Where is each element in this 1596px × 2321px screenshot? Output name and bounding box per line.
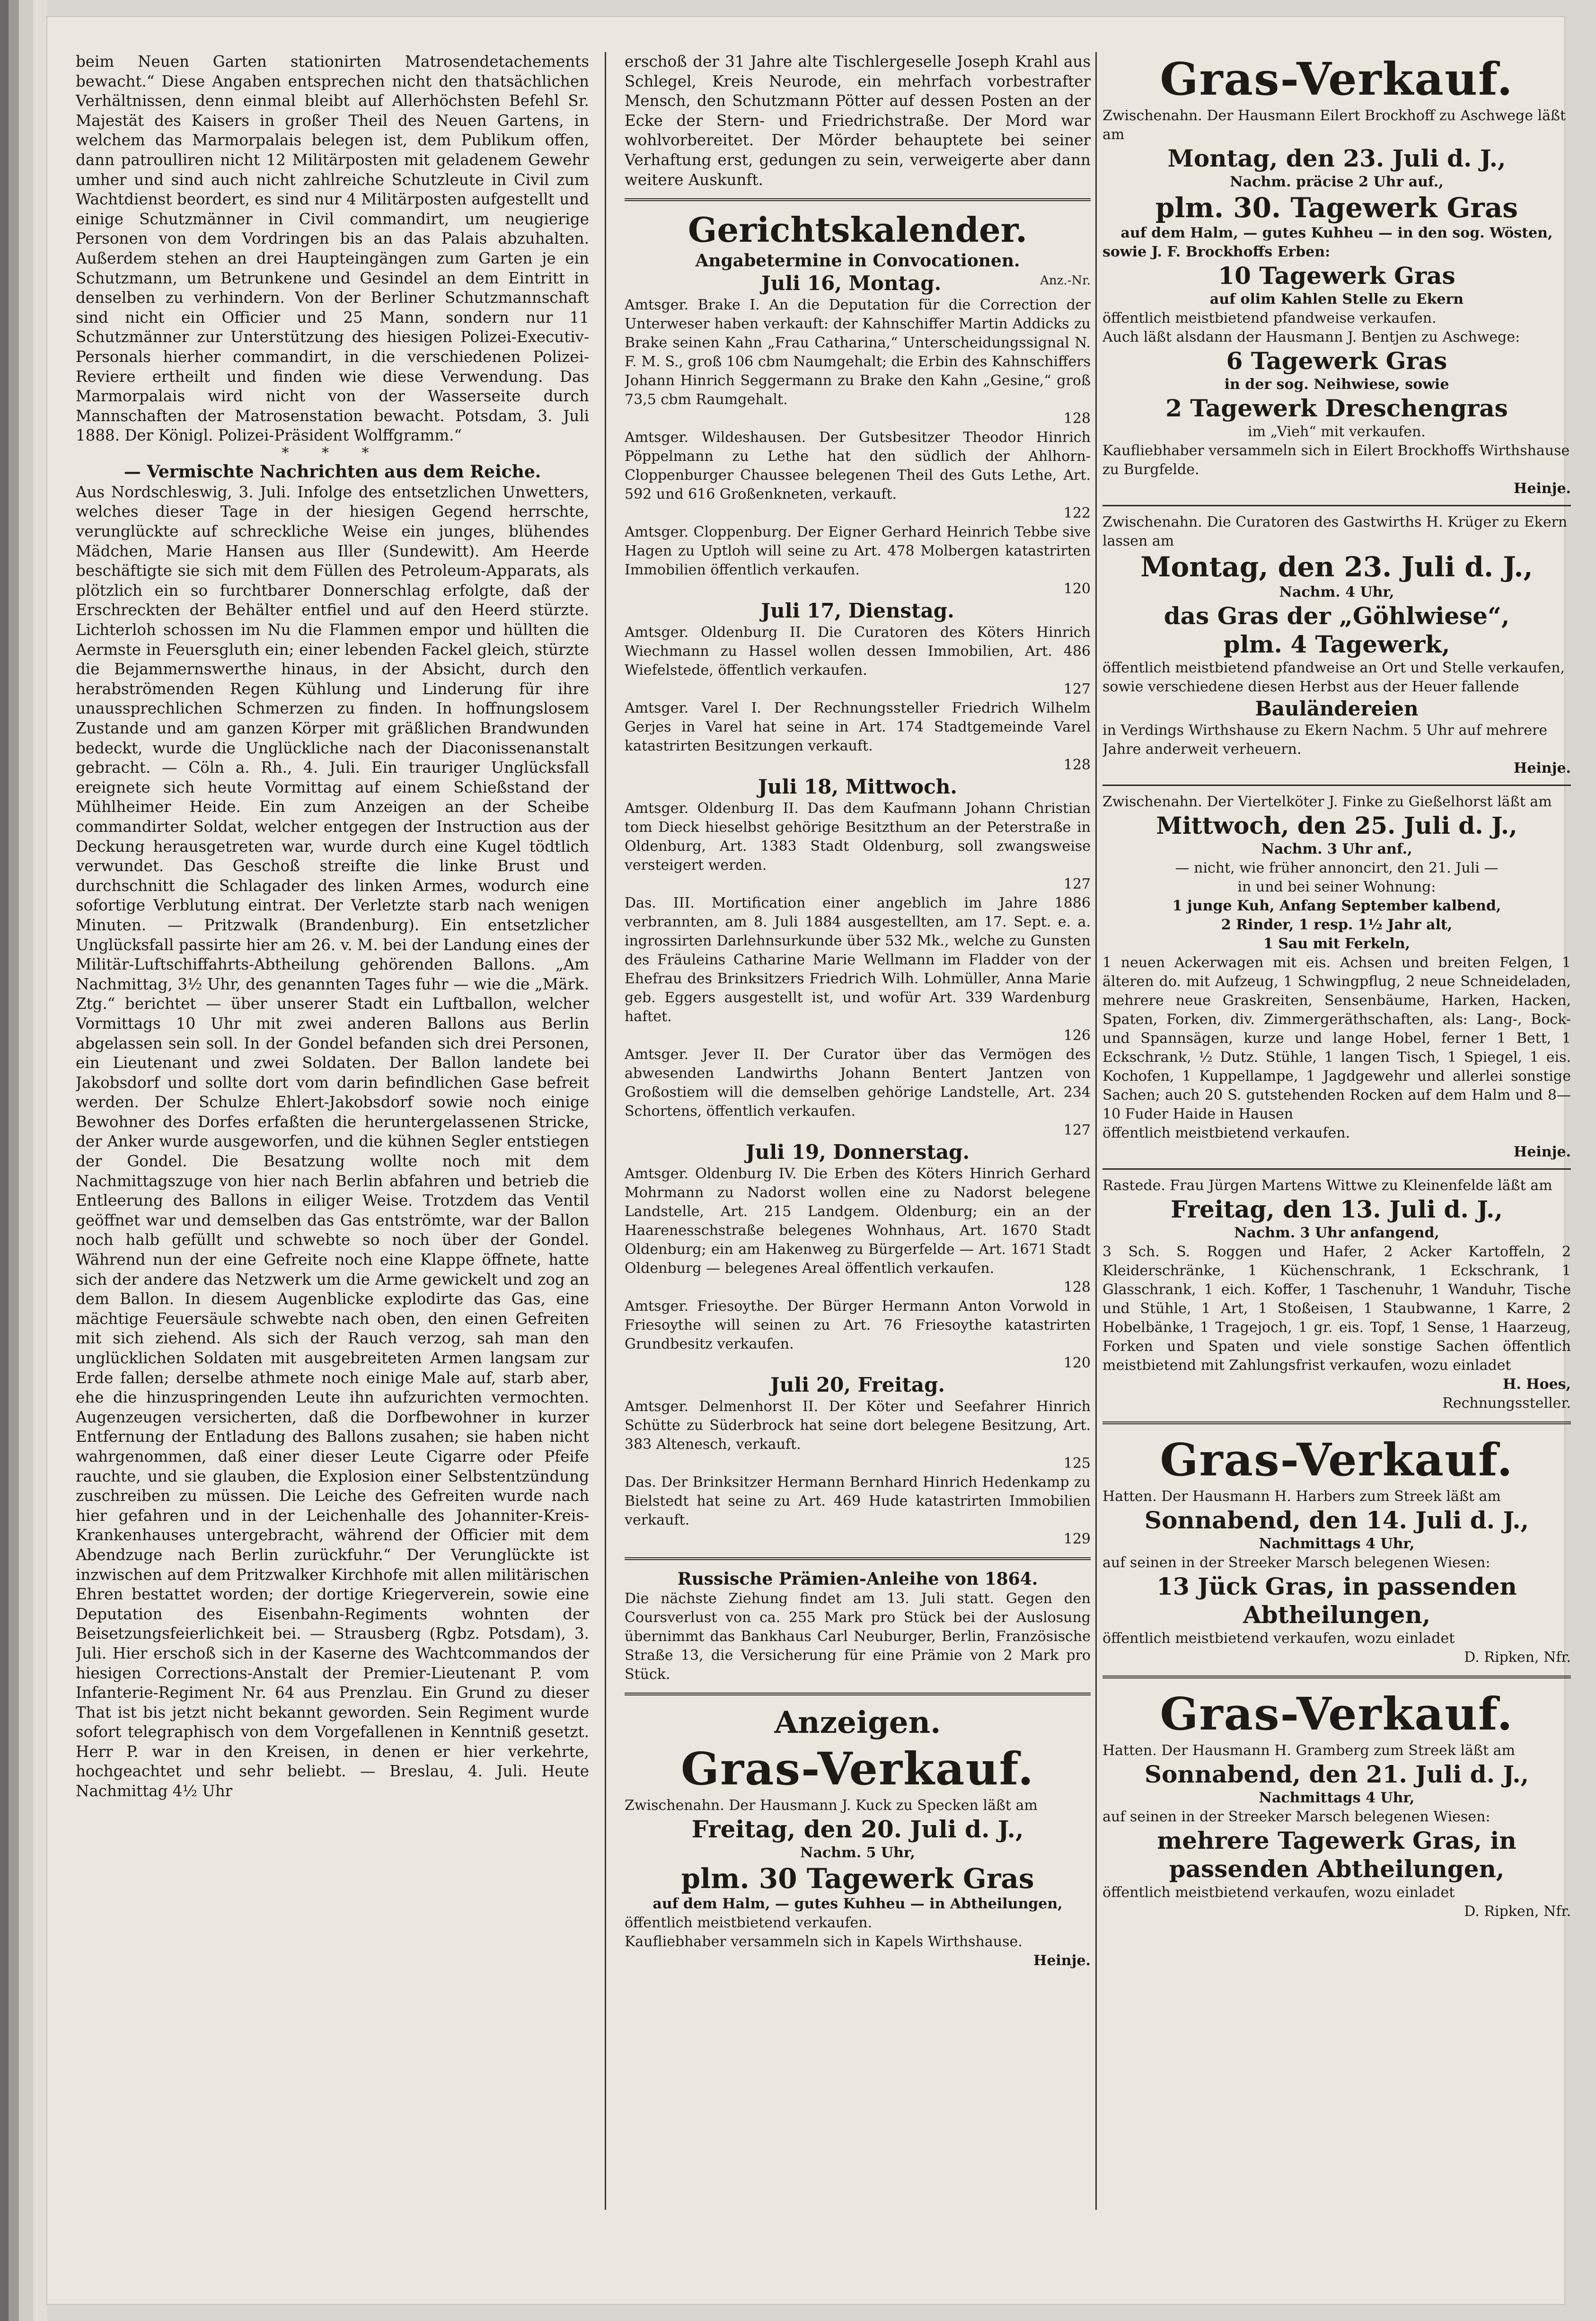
article-continuation: beim Neuen Garten stationirten Matrosendetachements bewacht.“ Diese Angaben entsprechen nicht den thatsächlichen Verhältnissen, denn einmal bleibt auf Allerhöchsten Befehl Sr. Majestät des Kaisers in großer Theil des Neuen Gartens, in welchem das Marmorpalais belegen ist, dem Publikum offen, dann patroulliren nicht 12 Militärposten mit geladenem Gewehr umher und sind auch nicht zahlreiche Schutzleute in Civil zum Wachtdienst beordert, es sind nur 4 Militärposten aufgestellt und einige Schutzmänner in Civil commandirt, um neugierige Personen von dem Vordringen bis an das Palais abzuhalten. Außerdem stehen an drei Haupteingängen zum Garten je ein Schutzmann, um Betrunkene und Gesindel an dem Eintritt in denselben zu verhindern. Von der Berliner Schutzmannschaft sind nicht ein Officier und 25 Mann, sondern nur 11 Schutzmänner zur Unterstützung des hiesigen Polizei-Executiv-Personals hierher commandirt, in die verschiedenen Polizei-Reviere ertheilt und finden wie diese Verwendung. Das Marmorpalais wird nicht von der Wasserseite durch Mannschaften der Matrosenstation bewacht. Potsdam, 3. Juli 1888. Der Königl. Polizei-Präsident Wolffgramm.“ [76,53,589,445]
ad-date: Montag, den 23. Juli d. J., [1140,551,1533,583]
ad-offer: mehrere Tagewerk Gras, in passenden Abtheilungen, [1157,1827,1517,1883]
section-separator-stars: * * * [282,444,383,461]
ad-title: Gras-Verkauf. [1160,1688,1514,1740]
calendar-entry: Amtsger. Jever II. Der Curator über das Vermögen des abwesenden Landwirths Johann Bentert Jantzen von Großostiem will die demselben gehörige Landstelle, Art. 234 Schortens, öffentlich verkaufen. [625,1046,1091,1120]
ad-date: Mittwoch, den 25. Juli d. J., [1156,812,1517,839]
divider [625,1693,1091,1695]
calendar-title: Gerichtskalender. [688,210,1028,250]
article-continuation-2: erschoß der 31 Jahre alte Tischlergeselle Joseph Krahl aus Schlegel, Kreis Neurode, ein mehrfach vorbestrafter Mensch, den Schutzmann Pötter auf dessen Posten an der Ecke der Stern- und Friedrichstraße. Der Mord war wohlvorbereitet. Der Mörder behauptete bei seiner Verhaftung erst, gedungen zu sein, verweigerte aber dann weitere Auskunft. [625,53,1091,189]
column-divider [605,52,606,2210]
loan-box-title: Russische Prämien-Anleihe von 1864. [677,1569,1038,1589]
ad-line: Hatten. Der Hausmann H. Gramberg zum Streek läßt am [1102,1742,1515,1759]
ad-date: Sonnabend, den 21. Juli d. J., [1144,1760,1529,1788]
calendar-entry: Amtsger. Oldenburg II. Das dem Kaufmann Johann Christian tom Dieck hieselbst gehörige Besitzthum an der Peterstraße in Oldenburg, Art. 1383 Stadt Oldenburg, soll zwangsweise versteigert werden. [625,800,1091,874]
ad-line: im „Vieh“ mit verkaufen. [1248,424,1426,440]
ad-line: auf dem Halm, — gutes Kuhheu — in Abtheilungen, [653,1896,1063,1913]
ad-line: öffentlich meistbietend verkaufen. [625,1915,873,1932]
ad-signature-title: Rechnungssteller. [1442,1395,1571,1412]
ad-line: auf dem Halm, — gutes Kuhheu — in den sog. Wösten, [1120,225,1553,241]
ad-signature: H. Hoes, [1502,1376,1571,1393]
ad-line: Hatten. Der Hausmann H. Harbers zum Streek läßt am [1102,1488,1501,1505]
divider [625,1557,1091,1560]
divider [1102,1421,1571,1424]
entry-number: 125 [1063,1455,1091,1472]
ad-line: öffentlich meistbietend pfandweise an Ort und Stelle verkaufen, sowie verschiedene diesen Herbst aus der Heuer fallende [1102,660,1565,695]
ad-title: Gras-Verkauf. [1160,53,1514,106]
entry-number: 122 [1063,505,1091,522]
news-text: Aus Nordschleswig, 3. Juli. Infolge des entsetzlichen Unwetters, welches dieser Tage in der hiesigen Gegend herrschte, verunglückte auf schreckliche Weise ein junges, blühendes Mädchen, Marie Hansen aus Iller (Sundewitt). Am Heerde beschäftigte sie sich mit dem Füllen des Petroleum-Apparats, als plötzlich ein so furchtbarer Donnerschlag erfolgte, daß der Erschreckten der Behälter entfiel und auf den Heerd stürzte. Lichterloh schossen im Nu die Flammen empor und hüllten die Aermste in Feuersgluth ein; einer lebenden Fackel gleich, stürzte die Bejammernswerthe hinaus, in der Absicht, durch den herabströmenden Regen Kühlung und Linderung für ihre unaussprechlichen Schmerzen zu finden. In hoffnungslosem Zustande und am ganzen Körper mit gräßlichen Brandwunden bedeckt, wurde die Unglückliche nach der Diaconissenanstalt gebracht. — Cöln a. Rh., 4. Juli. Ein trauriger Unglücksfall ereignete sich heute Vormittag auf einem Schießstand der Mühlheimer Heide. Ein zum Anzeigen an der Scheibe commandirter Soldat, welcher entgegen der Instruction aus der Deckung herausgetreten war, wurde durch eine Kugel tödtlich verwundet. Das Geschoß streifte die linke Brust und durchschnitt die Schlagader des linken Armes, wodurch eine sofortige Verblutung eintrat. Der Verletzte starb nach wenigen Minuten. — Pritzwalk (Brandenburg). Ein entsetzlicher Unglücksfall passirte hier am 26. v. M. bei der Landung eines der Militär-Luftschiffahrts-Abtheilung gehörenden Ballons. „Am Nachmittag, 3½ Uhr, des genannten Tages fuhr — wie die „Märk. Ztg.“ berichtet — über unserer Stadt ein Luftballon, welcher Vormittags 10 Uhr mit zwei anderen Ballons aus Berlin abgelassen sein soll. In der Gondel befanden sich drei Personen, ein Lieutenant und zwei Soldaten. Der Ballon landete bei Jakobsdorf und sollte dort vom darin befindlichen Gase befreit werden. Der Schulze Ehlert-Jakobsdorf sowie noch einige Bewohner des Dorfes erfaßten die heruntergelassenen Stricke, der Anker wurde ausgeworfen, und die kühnen Segler entstiegen der Gondel. Die Besatzung wollte noch mit dem Nachmittagszuge von hier nach Berlin abfahren und betrieb die Entleerung des Ballons in eiliger Weise. Trotzdem das Ventil geöffnet war und demselben das Gas entströmte, war der Ballon noch halb gefüllt und schwebte so noch über der Gondel. Während nun der eine Gefreite noch eine Klappe öffnete, hatte sich der andere das Netzwerk um die Arme gewickelt und zog an dem Ballon. In diesem Augenblicke explodirte das Gas, eine mächtige Feuersäule schwebte nach oben, den einen Gefreiten mit sich ziehend. Als sich der Rauch verzog, sah man den unglücklichen Soldaten mit ausgebreiteten Armen langsam zur Erde fallen; derselbe athmete noch einige Male auf, starb aber, ehe die hinzuspringenden Leute ihn aufzurichten vermochten. Augenzeugen versicherten, daß die Dorfbewohner in kurzer Entfernung der Entladung des Ballons zusahen; sie haben nicht wahrgenommen, daß einer dieser Leute Cigarre oder Pfeife rauchte, und sie glauben, die Explosion einer Selbstentzündung zuschreiben zu müssen. Die Leiche des Gefreiten wurde nach hier gefahren und in der Leichenhalle des Johanniter-Kreis-Krankenhauses untergebracht, während der Officier mit dem Abendzuge nach Berlin zurückfuhr.“ Der Verunglückte ist inzwischen auf dem Pritzwalker Kirchhofe mit allen militärischen Ehren bestattet worden; der dortige Kriegerverein, sowie eine Deputation des Eisenbahn-Regiments wohnten der Beisetzungsfeierlichkeit bei. — Strausberg (Rgbz. Potsdam), 3. Juli. Hier erschoß sich in der Kaserne des Wachtcommandos der hiesigen Corrections-Anstalt der Premier-Lieutenant P. vom Infanterie-Regiment Nr. 64 aus Prenzlau. Ein Grund zu dieser That ist bis jetzt nicht bekannt geworden. Sein Regiment wurde sofort telegraphisch von dem Vorgefallenen in Kenntniß gesetzt. Herr P. war in den Kreisen, in denen er hier verkehrte, hochgeachtet und sehr beliebt. — Breslau, 4. Juli. Heute Nachmittag 4½ Uhr [76,483,589,1800]
divider [1102,1676,1571,1678]
entry-number: 120 [1063,581,1091,598]
ad-line: in und bei seiner Wohnung: [1237,879,1436,895]
ad-signature: Heinje. [1033,1952,1091,1969]
ad-line: Zwischenahn. Der Viertelköter J. Finke zu Gießelhorst läßt am [1102,794,1552,810]
day-date: Juli 17, Dienstag. [761,599,954,623]
ad-signature: D. Ripken, Nfr. [1464,1649,1571,1666]
column-divider [1095,52,1097,2210]
ad-item: 1 Sau mit Ferkeln, [1263,935,1411,952]
calendar-entry: Amtsger. Oldenburg II. Die Curatoren des Köters Hinrich Wiechmann zu Hassel wollen dessen Immobilien, Art. 486 Wiefelstede, öffentlich verkaufen. [625,624,1091,679]
day-date: Juli 18, Mittwoch. [758,775,957,799]
section-title: — Vermischte Nachrichten aus dem Reiche. [123,461,541,482]
entry-number: 127 [1063,876,1091,893]
column-1 [76,52,589,2219]
divider [625,198,1091,201]
ad-line: 1 neuen Ackerwagen mit eis. Achsen und breiten Felgen, 1 älteren do. mit Aufzeug, 1 Schwingpflug, 2 neue Schneideladen, mehrere neue Graskreiten, Sensenbäume, Harken, Hacken, Spaten, Forken, div. Zimmergeräthschaften, als: Lang-, Bock- und Spannsägen, kurze und lange Hobel, ferner 1 Bett, 1 Eckschrank, ½ Dutz. Stühle, 1 langen Tisch, 1 Spiegel, 1 eis. Kochofen, 1 Kuppellampe, 1 Jagdgewehr und allerlei sonstige Sachen; auch 20 S. gutstehenden Rocken auf dem Halm und 8—10 Fuder Haide in Hausen [1102,954,1571,1122]
ad-line: auf seinen in der Streeker Marsch belegenen Wiesen: [1102,1809,1490,1825]
entry-number: 126 [1063,1027,1091,1044]
entry-number: 128 [1063,757,1091,774]
ad-offer: plm. 4 Tagewerk, [1223,630,1450,658]
ad-line: öffentlich meistbietend verkaufen, wozu einladet [1102,1884,1455,1901]
calendar-entry: Amtsger. Wildeshausen. Der Gutsbesitzer Theodor Hinrich Pöppelmann zu Lethe hat den südlich der Ahlhorn-Cloppenburger Chaussee belegenen Theil des Guts Lethe, Art. 592 und 616 Großenkneten, verkauft. [625,429,1091,503]
calendar-entry: Amtsger. Cloppenburg. Der Eigner Gerhard Heinrich Tebbe sive Hagen zu Uptloh will seine zu Art. 478 Molbergen katastrirten Immobilien öffentlich verkaufen. [625,524,1091,579]
entry-number: 128 [1063,410,1091,427]
calendar-subtitle: Angabetermine in Convocationen. [695,251,1020,271]
ad-line: öffentlich meistbietend verkaufen. [1102,1125,1350,1141]
ad-time: Nachmittags 4 Uhr, [1259,1790,1415,1806]
ad-time: Nachm. präcise 2 Uhr auf., [1230,174,1444,190]
ad-line: Zwischenahn. Die Curatoren des Gastwirths H. Krüger zu Ekern lassen am [1102,514,1568,549]
ads-heading: Anzeigen. [774,1705,941,1741]
ad-signature: Heinje. [1513,480,1571,497]
ad-line: Auch läßt alsdann der Hausmann J. Bentjen zu Aschwege: [1102,329,1520,345]
ad-line: in der sog. Neihwiese, sowie [1224,376,1449,393]
day-date: Juli 16, Montag. [761,272,942,295]
ad-offer: plm. 30 Tagewerk Gras [681,1862,1034,1895]
ad-offer: 10 Tagewerk Gras [1218,262,1455,290]
entry-number: 127 [1063,681,1091,698]
ad-time: Nachm. 4 Uhr, [1279,584,1394,600]
ad-line: Zwischenahn. Der Hausmann J. Kuck zu Specken läßt am [625,1797,1038,1814]
ad-line: öffentlich meistbietend pfandweise verkaufen. [1102,310,1437,327]
loan-box-text: Die nächste Ziehung findet am 13. Juli statt. Gegen den Coursverlust von ca. 255 Mark pro Stück bei der Auslosung übernimmt das Bankhaus Carl Neuburger, Berlin, Französische Straße 13, die Versicherung für eine Prämie von 2 Mark pro Stück. [625,1590,1091,1683]
ad-line: — nicht, wie früher annoncirt, den 21. Juli — [1175,860,1499,876]
ad-title: Gras-Verkauf. [680,1743,1035,1796]
column-3 [1102,52,1571,2219]
ad-time: Nachmittags 4 Uhr, [1259,1536,1415,1552]
anz-nr-label: Anz.-Nr. [1040,274,1091,288]
ad-line: 3 Sch. S. Roggen und Hafer, 2 Acker Kartoffeln, 2 Kleiderschränke, 1 Küchenschrank, 1 Eckschrank, 1 Glasschrank, 1 eich. Koffer, 1 Taschenuhr, 1 Wanduhr, Tische und Stühle, 1 Art, 1 Stoßeisen, 1 Staubwanne, 1 Karre, 2 Hobelbänke, 1 Tragejoch, 1 gr. eis. Topf, 1 Sense, 1 Haarzeug, Forken und Spaten und viele sonstige Sachen öffentlich meistbietend mit Zahlungsfrist verkaufen, wozu einladet [1102,1244,1571,1374]
entry-number: 127 [1063,1122,1091,1139]
ad-line: Kaufliebhaber versammeln sich in Kapels Wirthshause. [625,1933,1023,1950]
day-date: Juli 20, Freitag. [770,1373,945,1397]
ad-offer: 13 Jück Gras, in passenden Abtheilungen, [1156,1572,1517,1629]
ad-time: Nachm. 3 Uhr anf., [1261,841,1412,857]
entry-number: 129 [1063,1531,1091,1548]
ad-item: 1 junge Kuh, Anfang September kalbend, [1172,898,1501,914]
calendar-entry: Amtsger. Varel I. Der Rechnungssteller Friedrich Wilhelm Gerjes in Varel hat seine in Art. 174 Stadtgemeinde Varel katastrirten Besitzungen verkauft. [625,700,1091,755]
calendar-entry: Amtsger. Brake I. An die Deputation für die Correction der Unterweser haben verkauft: der Kahnschiffer Martin Addicks zu Brake seinen Kahn „Frau Catharina,“ Unterscheidungssignal N. F. M. S., groß 106 cbm Naumgehalt; die Erbin des Kahnschiffers Johann Hinrich Seggermann zu Brake den Kahn „Gesine,“ groß 73,5 cbm Raumgehalt. [625,297,1091,408]
divider [1102,505,1571,506]
ad-signature: Heinje. [1513,1144,1571,1160]
ad-signature: D. Ripken, Nfr. [1464,1903,1571,1920]
calendar-entry: Amtsger. Oldenburg IV. Die Erben des Köters Hinrich Gerhard Mohrmann zu Nadorst wollen eine zu Nadorst belegene Landstelle, Art. 215 Landgem. Oldenburg; ein an der Haarenesschstraße belegenes Wohnhaus, Art. 1670 Stadt Oldenburg; ein am Hakenweg zu Bürgerfelde — Art. 1671 Stadt Oldenburg — belegenes Areal öffentlich verkaufen. [625,1165,1091,1277]
ad-offer: Bauländereien [1255,697,1419,720]
divider [1102,1168,1571,1170]
ad-line: auf seinen in der Streeker Marsch belegenen Wiesen: [1102,1554,1490,1571]
entry-number: 128 [1063,1279,1091,1296]
ad-line: auf olim Kahlen Stelle zu Ekern [1209,291,1464,308]
ad-signature: Heinje. [1513,760,1571,777]
ad-line: sowie J. F. Brockhoffs Erben: [1102,244,1331,260]
ad-offer: 6 Tagewerk Gras [1226,347,1447,375]
entry-number: 120 [1063,1355,1091,1372]
calendar-entry: Amtsger. Friesoythe. Der Bürger Hermann Anton Vorwold in Friesoythe will seinen zu Art. 76 Friesoythe katastrirten Grundbesitz verkaufen. [625,1298,1091,1353]
ad-date: Freitag, den 20. Juli d. J., [691,1815,1024,1844]
ad-offer: das Gras der „Göhlwiese“, [1164,602,1510,630]
ad-line: öffentlich meistbietend verkaufen, wozu einladet [1102,1630,1455,1647]
ad-date: Montag, den 23. Juli d. J., [1167,144,1506,172]
ad-offer: 2 Tagewerk Dreschengras [1165,394,1508,422]
ad-line: in Verdings Wirthshause zu Ekern Nachm. 5 Uhr auf mehrere Jahre anderweit verheuern. [1102,722,1548,758]
book-binding-edge [0,0,47,2321]
ad-line: Rastede. Frau Jürgen Martens Wittwe zu Kleinenfelde läßt am [1102,1177,1552,1194]
ad-date: Sonnabend, den 14. Juli d. J., [1144,1506,1529,1534]
calendar-entry: Das. III. Mortification einer angeblich im Jahre 1886 verbrannten, am 8. Juli 1884 ausgestellten, am 17. Sept. e. a. ingrossirten Darlehnsurkunde über 532 Mk., welche zu Gunsten des Fräuleins Catharine Marie Wellmann im Fladder von der Ehefrau des Brinksitzers Friedrich Wilh. Lohmüller, Anna Marie geb. Eggers ausgestellt ist, und wofür Art. 339 Wardenburg haftet. [625,895,1091,1025]
ad-date: Freitag, den 13. Juli d. J., [1171,1195,1503,1223]
ad-time: Nachm. 5 Uhr, [800,1844,915,1862]
calendar-entry: Das. Der Brinksitzer Hermann Bernhard Hinrich Hedenkamp zu Bielstedt hat seine zu Art. 469 Hude katastrirten Immobilien verkauft. [625,1474,1091,1529]
calendar-entry: Amtsger. Delmenhorst II. Der Köter und Seefahrer Hinrich Schütte zu Süderbrock hat seine dort belegene Besitzung, Art. 383 Altenesch, verkauft. [625,1398,1091,1453]
day-heading [625,271,1091,296]
column-2 [625,52,1091,2219]
ad-item: 2 Rinder, 1 resp. 1½ Jahr alt, [1221,917,1453,933]
ad-line: Zwischenahn. Der Hausmann Eilert Brockhoff zu Aschwege läßt am [1102,107,1566,143]
ad-time: Nachm. 3 Uhr anfangend, [1234,1225,1439,1241]
ad-line: Kaufliebhaber versammeln sich in Eilert Brockhoffs Wirthshause zu Burgfelde. [1102,442,1570,478]
ad-title: Gras-Verkauf. [1160,1434,1514,1486]
day-date: Juli 19, Donnerstag. [745,1140,970,1164]
divider [1102,785,1571,786]
ad-offer: plm. 30. Tagewerk Gras [1155,192,1518,224]
